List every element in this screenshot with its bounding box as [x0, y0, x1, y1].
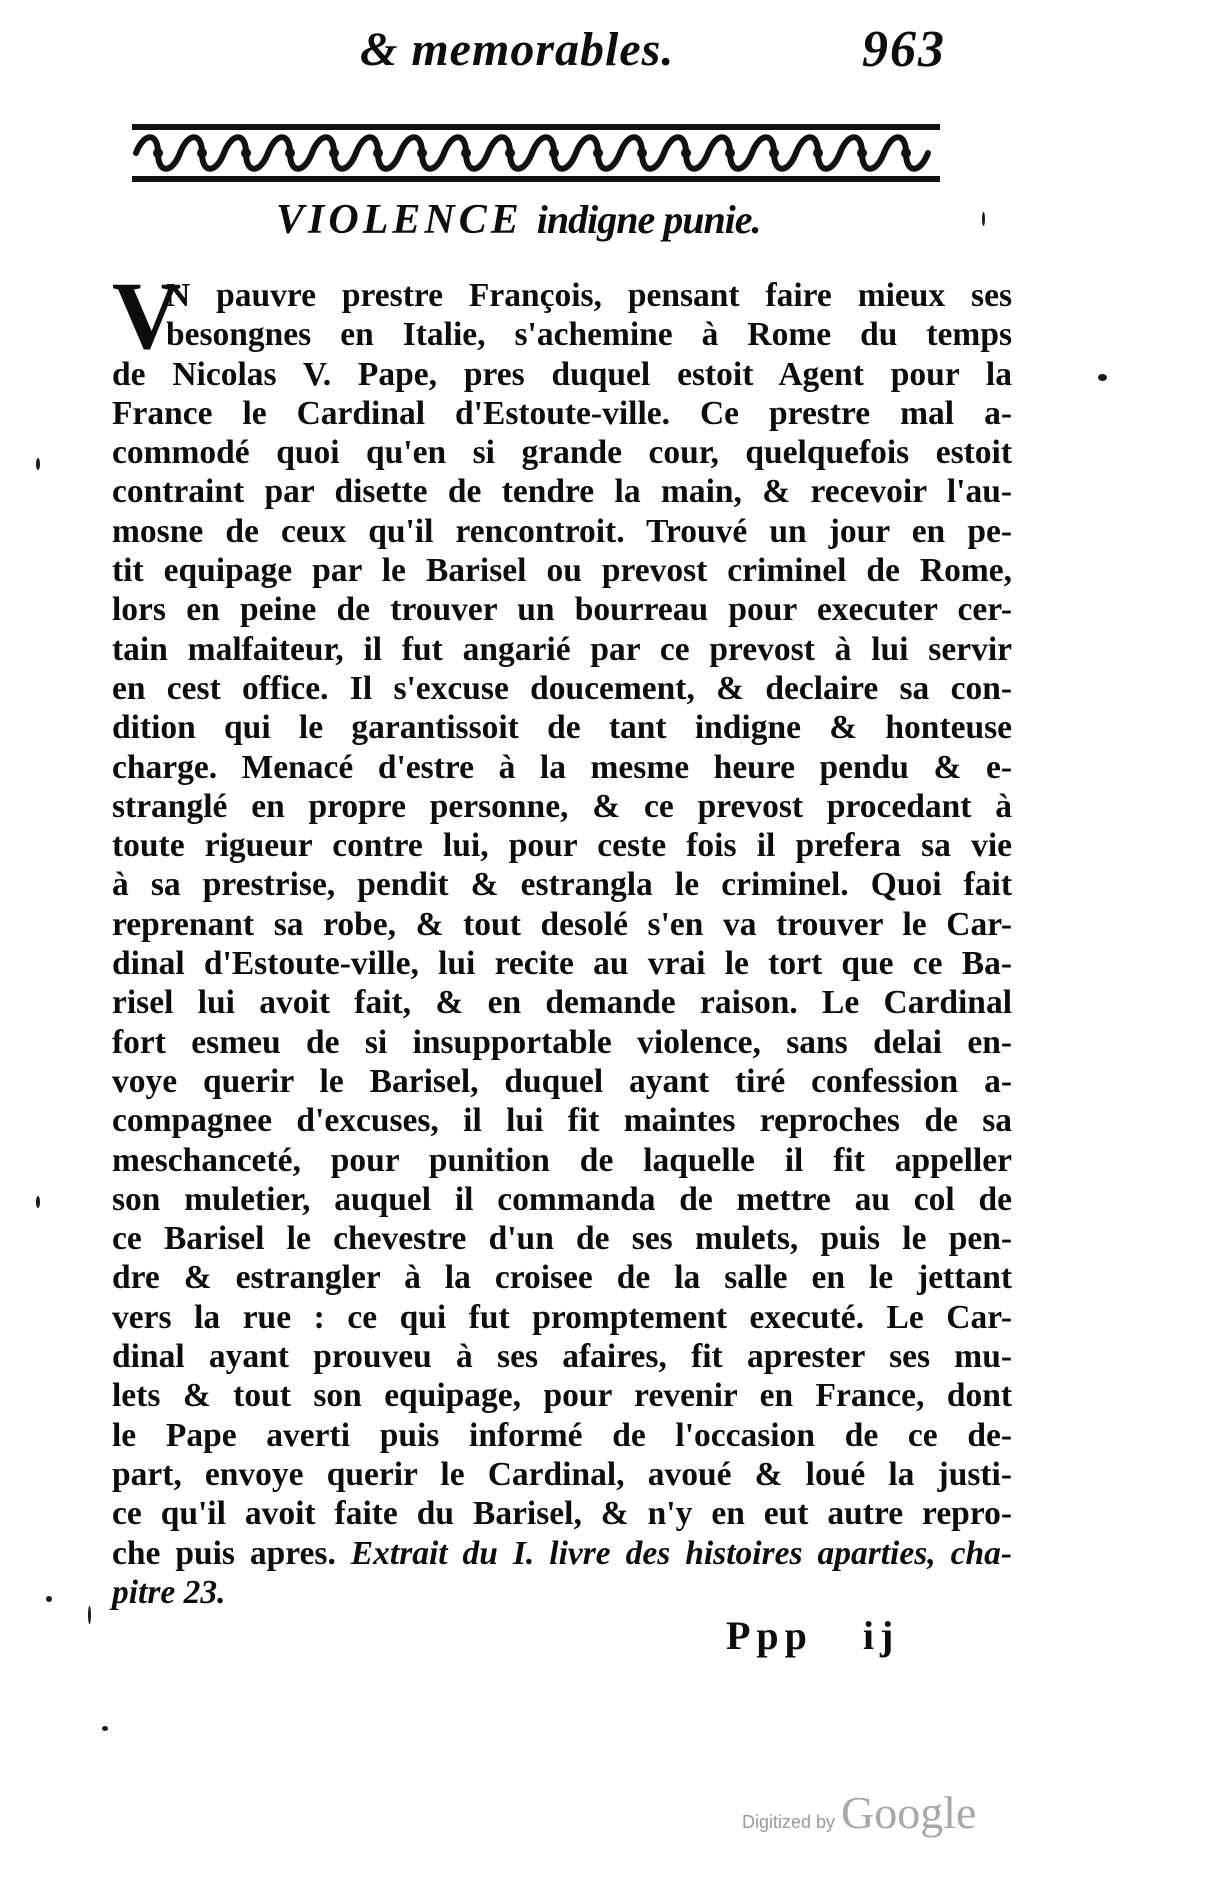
text-line: toute rigueur contre lui, pour ceste fois il prefera sa vie	[112, 827, 1012, 865]
ornament-dot	[373, 148, 383, 158]
text-line-with-citation	[112, 1534, 1012, 1573]
ornament-dot	[813, 148, 823, 158]
citation: Extrait du I. livre des histoires aparties, cha-	[350, 1534, 1013, 1572]
text-line: France le Cardinal d'Estoute-ville. Ce prestre mal a-	[112, 394, 1012, 432]
google-logo: Google	[841, 1787, 977, 1838]
text-line: reprenant sa robe, & tout desolé s'en va trouver le Car-	[112, 905, 1012, 943]
ornament-dot	[681, 148, 691, 158]
ink-speck	[1098, 374, 1107, 381]
text-line: fort esmeu de si insupportable violence, sans delai en-	[112, 1023, 1012, 1061]
ornament-dot	[417, 148, 427, 158]
ink-speck	[102, 1726, 108, 1731]
digitization-watermark	[742, 1786, 976, 1839]
text-line: stranglé en propre personne, & ce prevost procedant à	[112, 787, 1012, 825]
text-line: besongnes en Italie, s'achemine à Rome du temps	[166, 316, 1012, 354]
ornament-dot	[637, 148, 647, 158]
text-line: lets & tout son equipage, pour revenir en France, dont	[112, 1377, 1012, 1415]
text-line: à sa prestrise, pendit & estrangla le criminel. Quoi fait	[112, 866, 1012, 904]
ink-speck	[88, 1606, 91, 1624]
text-line: dinal ayant prouveu à ses afaires, fit aprester ses mu-	[112, 1338, 1012, 1376]
text-line: part, envoye querir le Cardinal, avoué & loué la justi-	[112, 1455, 1012, 1493]
ink-speck	[36, 458, 40, 470]
text-line: compagnee d'excuses, il lui fit maintes reproches de sa	[112, 1102, 1012, 1140]
running-head: & memorables.	[360, 23, 675, 76]
ornament-dot	[549, 148, 559, 158]
text-line: dre & estrangler à la croisee de la salle en le jettant	[112, 1259, 1012, 1297]
ornament-dot	[593, 148, 603, 158]
ornament-dot	[857, 148, 867, 158]
ornament-dot	[901, 148, 911, 158]
ornament-dot	[725, 148, 735, 158]
text-line: meschanceté, pour punition de laquelle il fit appeller	[112, 1141, 1012, 1179]
article-body	[112, 276, 1012, 1612]
text-line: mosne de ceux qu'il rencontroit. Trouvé un jour en pe-	[112, 512, 1012, 550]
text-fragment: che puis apres.	[112, 1534, 336, 1572]
watermark-caption: Digitized by	[742, 1812, 836, 1832]
text-line: dition qui le garantissoit de tant indigne & honteuse	[112, 709, 1012, 747]
text-line: commodé quoi qu'en si grande cour, quelquefois estoit	[112, 434, 1012, 472]
ink-speck	[36, 1196, 40, 1208]
text-line: de Nicolas V. Pape, pres duquel estoit Agent pour la	[112, 355, 1012, 393]
text-line: son muletier, auquel il commanda de mettre au col de	[112, 1180, 1012, 1218]
text-line: contraint par disette de tendre la main, & recevoir l'au-	[112, 473, 1012, 511]
text-line: vers la rue : ce qui fut promptement executé. Le Car-	[112, 1298, 1012, 1336]
text-line: en cest office. Il s'excuse doucement, & declaire sa con-	[112, 669, 1012, 707]
text-line: ce qu'il avoit faite du Barisel, & n'y en eut autre repro-	[112, 1495, 1012, 1533]
text-line: dinal d'Estoute-ville, lui recite au vrai le tort que ce Ba-	[112, 945, 1012, 983]
text-line: N pauvre prestre François, pensant faire mieux ses	[166, 277, 1012, 314]
drop-cap: V	[112, 262, 182, 369]
text-line: tit equipage par le Barisel ou prevost criminel de Rome,	[112, 552, 1012, 590]
text-line: voye querir le Barisel, duquel ayant tiré confession a-	[112, 1062, 1012, 1100]
ornament-dot	[153, 148, 163, 158]
ornament-dot	[285, 148, 295, 158]
article-title	[276, 196, 761, 244]
ornament-dot	[329, 148, 339, 158]
ornament-dot	[197, 148, 207, 158]
ornament-dot	[505, 148, 515, 158]
text-line: tain malfaiteur, il fut angarié par ce prevost à lui servir	[112, 630, 1012, 668]
ornament-dot	[769, 148, 779, 158]
title-main: VIOLENCE	[276, 197, 523, 243]
text-line: risel lui avoit fait, & en demande raison. Le Cardinal	[112, 984, 1012, 1022]
text-line: le Pape averti puis informé de l'occasion de ce de-	[112, 1416, 1012, 1454]
signature-mark: Ppp ij	[726, 1613, 900, 1658]
text-line: ce Barisel le chevestre d'un de ses mulets, puis le pen-	[112, 1220, 1012, 1258]
page-number: 963	[862, 21, 946, 78]
title-subtitle: indigne punie.	[536, 197, 761, 242]
ornament-dot	[461, 148, 471, 158]
ink-speck	[982, 212, 985, 226]
text-line: charge. Menacé d'estre à la mesme heure pendu & e-	[112, 748, 1012, 786]
ink-speck	[46, 1596, 52, 1602]
ornament-dot	[241, 148, 251, 158]
decorative-headpiece	[132, 118, 940, 188]
text-line: lors en peine de trouver un bourreau pour executer cer-	[112, 591, 1012, 629]
citation-end: pitre 23.	[112, 1573, 226, 1611]
